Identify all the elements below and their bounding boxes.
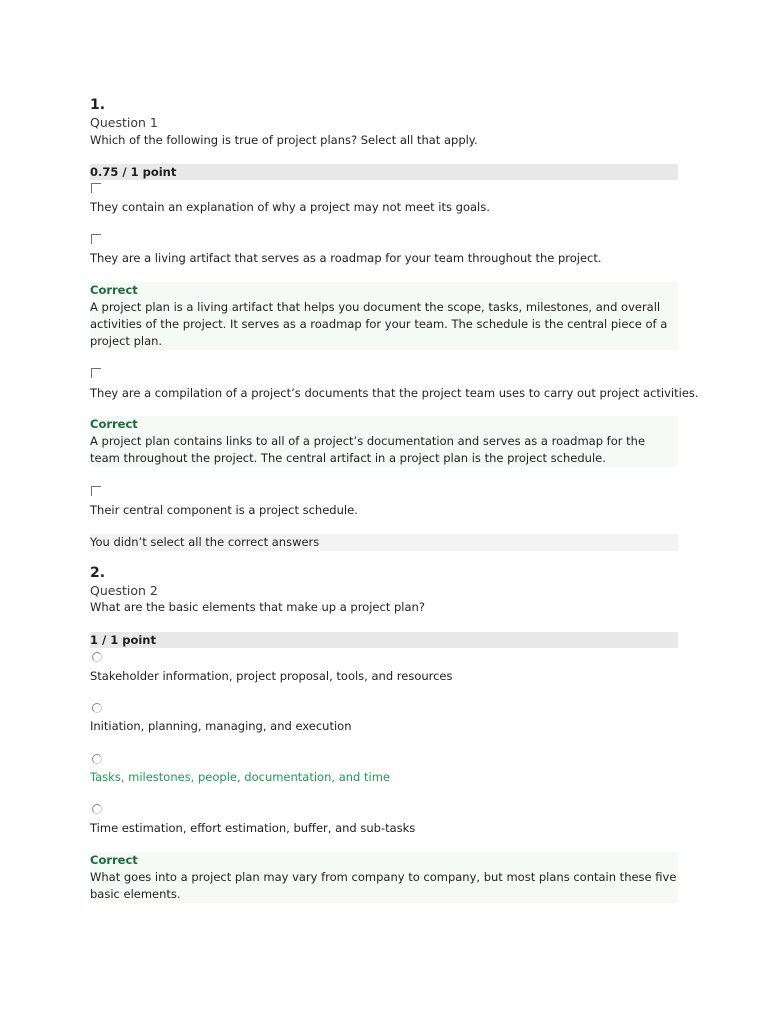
feedback-2c-text: What goes into a project plan may vary from company to company, but most plans contain these five basic elements. <box>90 870 677 901</box>
option-1d-text: Their central component is a project schedule. <box>90 503 358 517</box>
question-1-text: Which of the following is true of project plans? Select all that apply. <box>90 133 478 147</box>
option-1a-checkbox[interactable] <box>91 183 101 193</box>
option-2a-text: Stakeholder information, project proposal, tools, and resources <box>90 669 453 683</box>
option-2b-radio[interactable] <box>92 703 102 713</box>
question-1-number: 1. <box>90 97 106 113</box>
option-2c-radio[interactable] <box>92 754 102 764</box>
question-1-points-text: 0.75 / 1 point <box>90 165 177 179</box>
feedback-1b-text: A project plan is a living artifact that helps you document the scope, tasks, milestones, and overall activities of the project. It serves as a roadmap for your team. The schedule is the central piece of a project plan. <box>90 300 668 348</box>
feedback-1c-title: Correct <box>90 417 138 431</box>
option-1c-text: They are a compilation of a project’s documents that the project team uses to carry out project activities. <box>90 386 699 400</box>
question-1-label: Question 1 <box>90 115 158 130</box>
feedback-1b-title: Correct <box>90 283 138 297</box>
feedback-2c <box>90 852 678 903</box>
option-2a-radio[interactable] <box>92 652 102 662</box>
option-1b-text: They are a living artifact that serves as a roadmap for your team throughout the project. <box>90 251 602 265</box>
question-1-summary: You didn’t select all the correct answers <box>90 534 678 551</box>
option-1b-checkbox[interactable] <box>91 234 101 244</box>
question-1-points <box>90 164 678 180</box>
option-1c-checkbox[interactable] <box>91 368 101 378</box>
option-2b-text: Initiation, planning, managing, and execution <box>90 719 352 733</box>
feedback-2c-title: Correct <box>90 853 138 867</box>
question-2-number: 2. <box>90 565 106 581</box>
option-1d-checkbox[interactable] <box>91 486 101 496</box>
feedback-1c-text: A project plan contains links to all of a project’s documentation and serves as a roadmap for the team throughout the project. The central artifact in a project plan is the project schedule. <box>90 434 646 465</box>
question-2-points <box>90 632 678 648</box>
option-2d-text: Time estimation, effort estimation, buffer, and sub-tasks <box>90 821 416 835</box>
question-2-points-text: 1 / 1 point <box>90 633 156 647</box>
feedback-1b <box>90 282 678 350</box>
feedback-1c <box>90 416 678 467</box>
question-2-text: What are the basic elements that make up a project plan? <box>90 600 425 614</box>
option-1a-text: They contain an explanation of why a project may not meet its goals. <box>90 200 490 214</box>
option-2d-radio[interactable] <box>92 804 102 814</box>
question-2-label: Question 2 <box>90 583 158 598</box>
option-2c-text: Tasks, milestones, people, documentation, and time <box>90 770 390 784</box>
